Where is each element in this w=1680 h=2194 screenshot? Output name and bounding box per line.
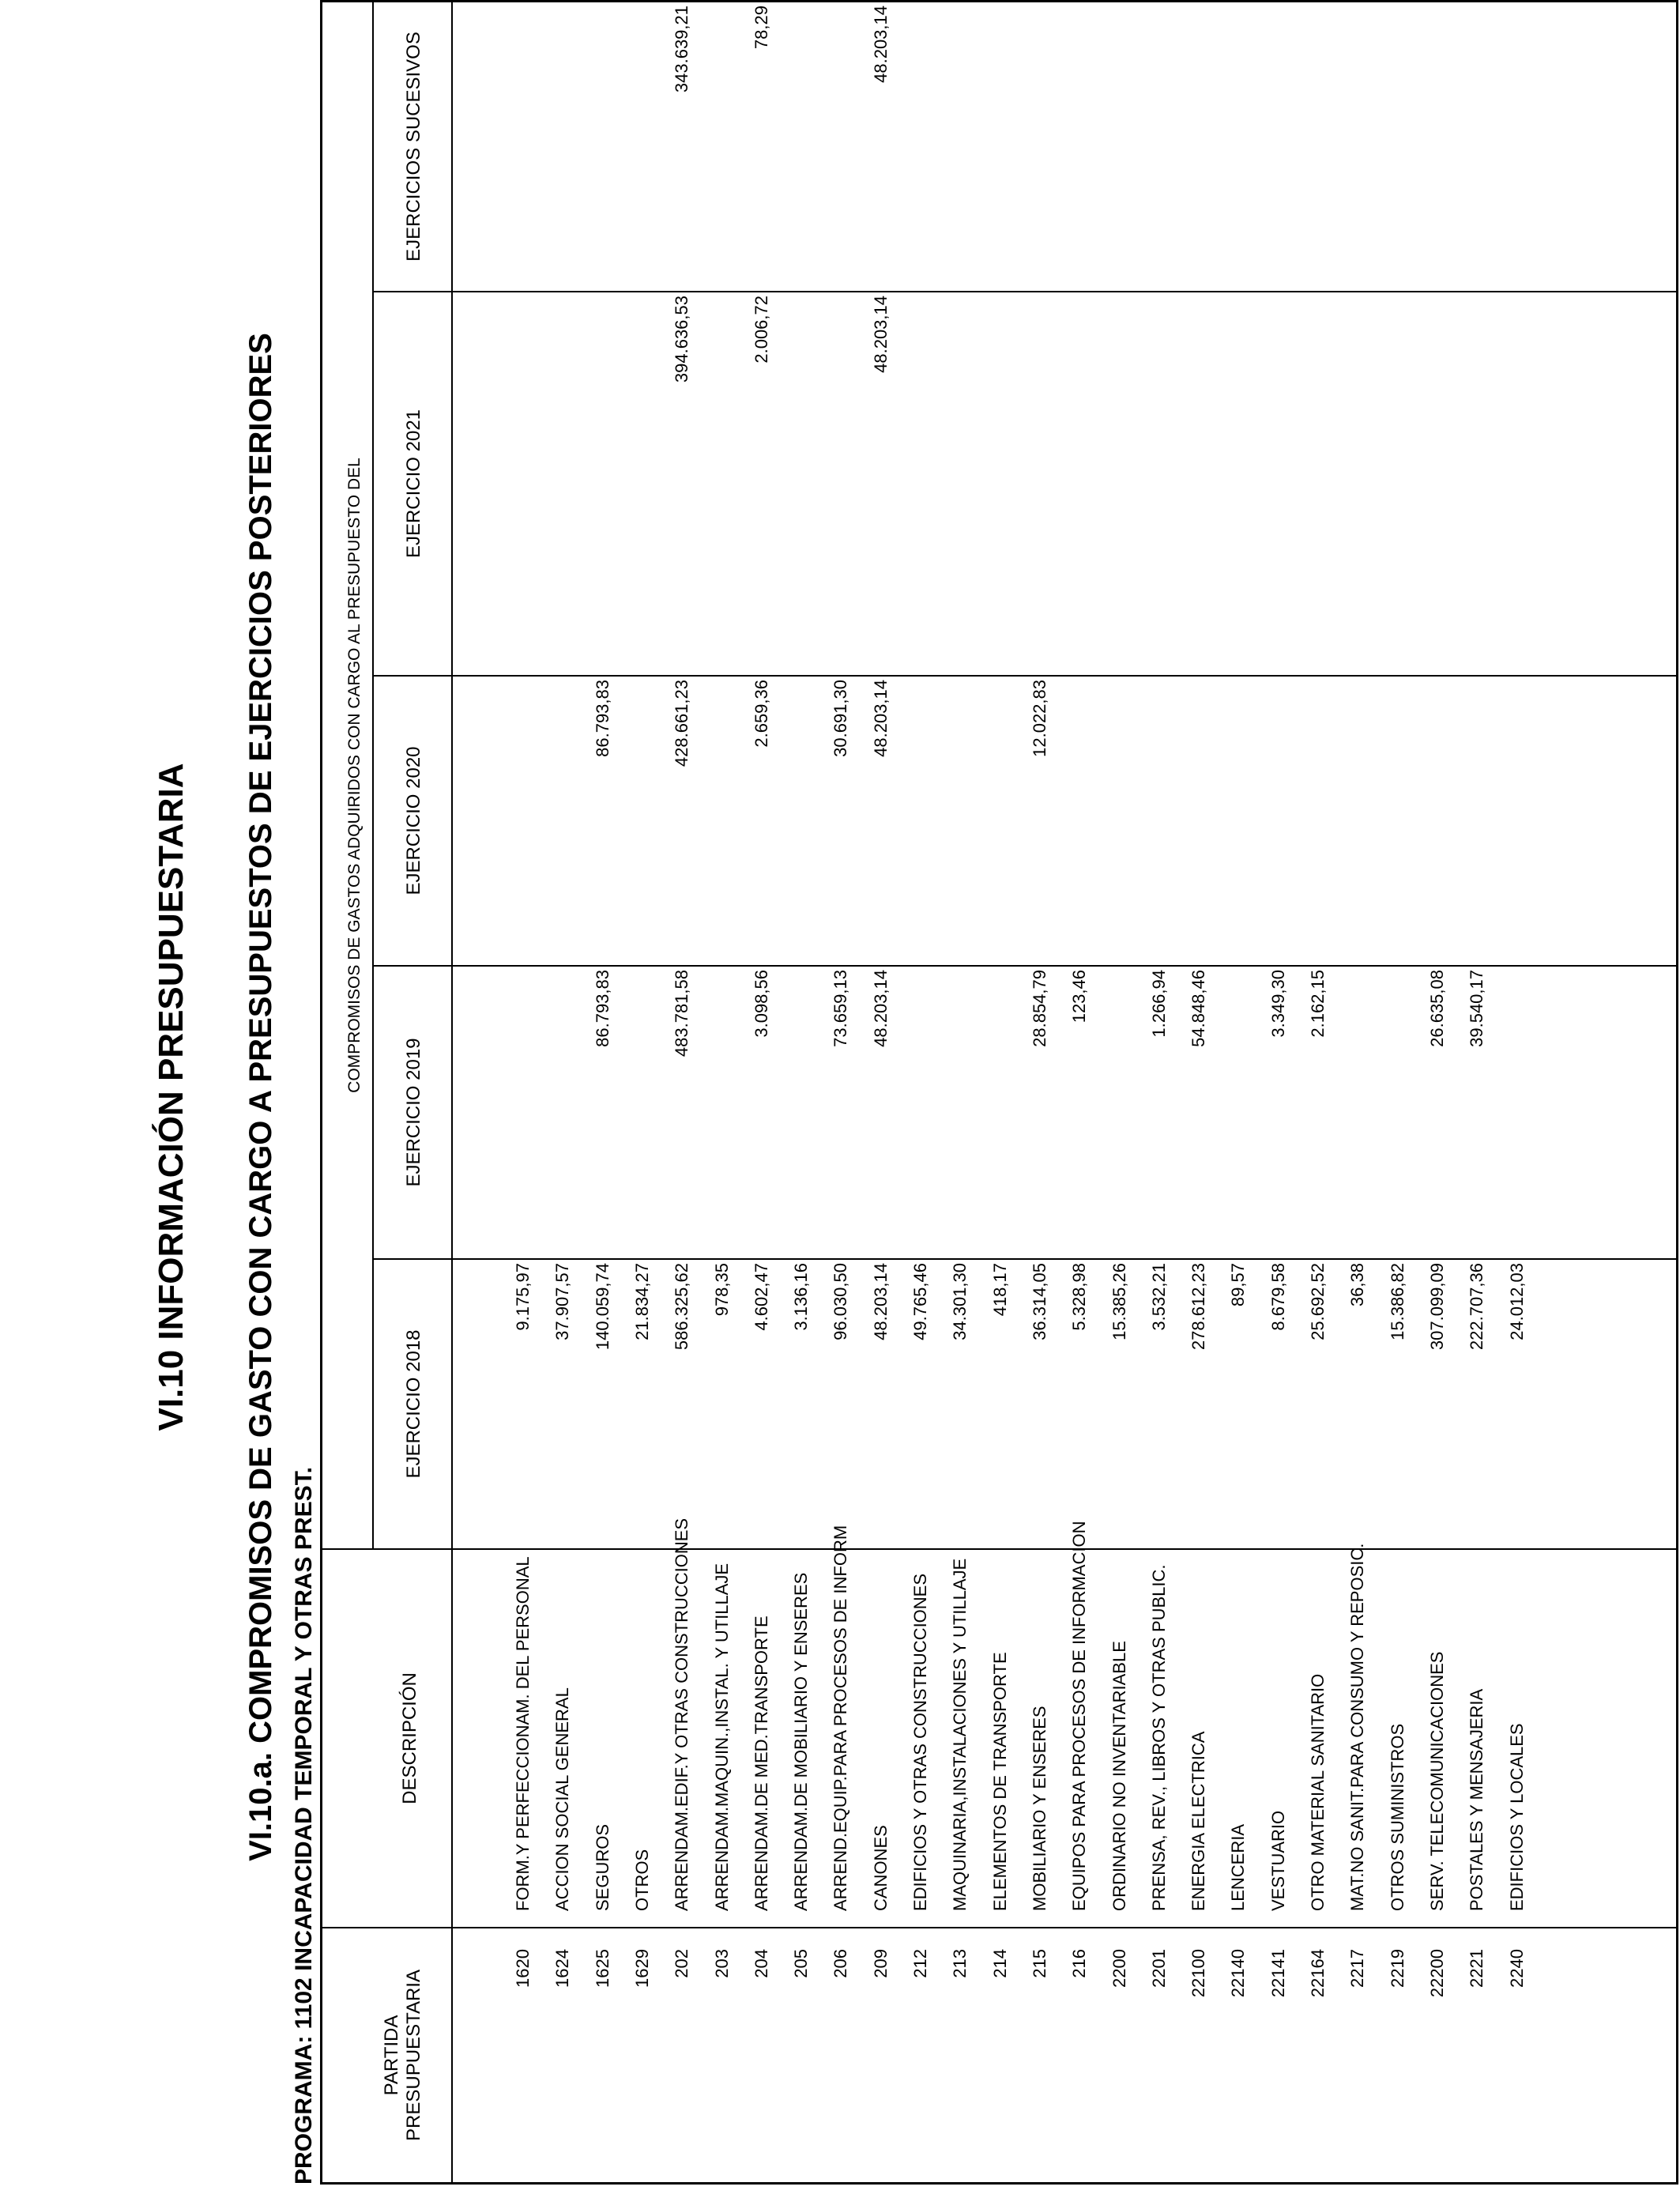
cell-partida: 2201 bbox=[1149, 1949, 1169, 1988]
cell-descripcion: SEGUROS bbox=[593, 1823, 612, 1911]
header-descripcion: DESCRIPCIÓN bbox=[399, 1672, 420, 1804]
table-border-bottom bbox=[1676, 0, 1678, 2185]
cell-ejercicio-2019: 26.635,08 bbox=[1427, 970, 1447, 1047]
cell-descripcion: PRENSA, REV., LIBROS Y OTRAS PUBLIC. bbox=[1149, 1564, 1169, 1911]
cell-ejercicio-2018: 25.692,52 bbox=[1308, 1263, 1328, 1340]
cell-partida: 215 bbox=[1030, 1949, 1049, 1978]
cell-ejercicio-2020: 86.793,83 bbox=[593, 680, 612, 757]
col-divider-2019 bbox=[372, 965, 1678, 967]
cell-ejercicios-sucesivos: 48.203,14 bbox=[871, 6, 891, 83]
group-header-divider bbox=[372, 0, 374, 1550]
cell-partida: 212 bbox=[910, 1949, 930, 1978]
cell-descripcion: OTROS SUMINISTROS bbox=[1388, 1723, 1407, 1911]
cell-descripcion: MOBILIARIO Y ENSERES bbox=[1030, 1706, 1049, 1911]
cell-partida: 204 bbox=[751, 1949, 771, 1978]
cell-ejercicio-2018: 140.059,74 bbox=[593, 1263, 612, 1351]
cell-partida: 2217 bbox=[1347, 1949, 1367, 1988]
cell-ejercicio-2018: 978,35 bbox=[712, 1263, 732, 1317]
cell-descripcion: MAT.NO SANIT.PARA CONSUMO Y REPOSIC. bbox=[1347, 1543, 1367, 1911]
cell-ejercicio-2018: 36,38 bbox=[1347, 1263, 1367, 1307]
cell-descripcion: VESTUARIO bbox=[1268, 1810, 1288, 1911]
header-partida: PARTIDA PRESUPUESTARIA bbox=[381, 1970, 424, 2141]
table-border-right bbox=[320, 0, 1678, 2]
cell-partida: 22141 bbox=[1268, 1949, 1288, 1998]
cell-descripcion: OTRO MATERIAL SANITARIO bbox=[1308, 1673, 1328, 1911]
cell-descripcion: ELEMENTOS DE TRANSPORTE bbox=[990, 1652, 1010, 1911]
cell-partida: 22164 bbox=[1308, 1949, 1328, 1998]
cell-descripcion: OTROS bbox=[632, 1849, 652, 1911]
cell-ejercicio-2020: 48.203,14 bbox=[871, 680, 891, 757]
cell-ejercicio-2019: 73.659,13 bbox=[831, 970, 850, 1047]
page-title: VI.10 INFORMACIÓN PRESUPUESTARIA bbox=[152, 763, 190, 1431]
col-divider-2021 bbox=[372, 291, 1678, 292]
header-ejercicio-2021: EJERCICIO 2021 bbox=[403, 409, 424, 559]
cell-ejercicio-2018: 48.203,14 bbox=[871, 1263, 891, 1340]
cell-partida: 1629 bbox=[632, 1949, 652, 1988]
cell-partida: 2240 bbox=[1507, 1949, 1527, 1988]
cell-partida: 216 bbox=[1069, 1949, 1089, 1978]
program-label: PROGRAMA: 1102 INCAPACIDAD TEMPORAL Y OTRAS PREST. bbox=[291, 1467, 317, 2185]
cell-descripcion: MAQUINARIA,INSTALACIONES Y UTILLAJE bbox=[950, 1558, 970, 1911]
cell-ejercicio-2018: 5.328,98 bbox=[1069, 1263, 1089, 1331]
cell-ejercicio-2019: 123,46 bbox=[1069, 970, 1089, 1023]
col-divider-descripcion bbox=[320, 1548, 1678, 1550]
cell-partida: 206 bbox=[831, 1949, 850, 1978]
cell-ejercicio-2018: 278.612,23 bbox=[1188, 1263, 1208, 1351]
cell-descripcion: POSTALES Y MENSAJERIA bbox=[1467, 1688, 1486, 1911]
cell-ejercicio-2018: 222.707,36 bbox=[1467, 1263, 1486, 1351]
cell-ejercicio-2018: 3.136,16 bbox=[791, 1263, 811, 1331]
header-group: COMPROMISOS DE GASTOS ADQUIRIDOS CON CARGO AL PRESUPUESTO DEL bbox=[345, 458, 363, 1093]
cell-descripcion: ARREND.EQUIP.PARA PROCESOS DE INFORM bbox=[831, 1525, 850, 1911]
cell-ejercicio-2019: 28.854,79 bbox=[1030, 970, 1049, 1047]
cell-descripcion: ARRENDAM.DE MOBILIARIO Y ENSERES bbox=[791, 1572, 811, 1911]
cell-descripcion: ARRENDAM.DE MED.TRANSPORTE bbox=[751, 1615, 771, 1911]
cell-descripcion: CANONES bbox=[871, 1825, 891, 1911]
cell-ejercicio-2018: 21.834,27 bbox=[632, 1263, 652, 1340]
cell-ejercicios-sucesivos: 343.639,21 bbox=[672, 6, 691, 93]
cell-ejercicio-2018: 8.679,58 bbox=[1268, 1263, 1288, 1331]
cell-partida: 22140 bbox=[1228, 1949, 1248, 1998]
cell-descripcion: ACCION SOCIAL GENERAL bbox=[552, 1687, 572, 1911]
cell-descripcion: EDIFICIOS Y OTRAS CONSTRUCCIONES bbox=[910, 1573, 930, 1911]
cell-partida: 205 bbox=[791, 1949, 811, 1978]
cell-ejercicio-2018: 37.907,57 bbox=[552, 1263, 572, 1340]
page-subtitle: VI.10.a. COMPROMISOS DE GASTO CON CARGO A PRESUPUESTOS DE EJERCICIOS POSTERIORES bbox=[243, 333, 278, 1861]
cell-ejercicio-2018: 89,57 bbox=[1228, 1263, 1248, 1307]
cell-partida: 22100 bbox=[1188, 1949, 1208, 1998]
cell-ejercicio-2018: 586.325,62 bbox=[672, 1263, 691, 1351]
cell-partida: 203 bbox=[712, 1949, 732, 1978]
cell-descripcion: EQUIPOS PARA PROCESOS DE INFORMACION bbox=[1069, 1521, 1089, 1911]
cell-ejercicio-2018: 15.385,26 bbox=[1109, 1263, 1129, 1340]
cell-ejercicio-2018: 36.314,05 bbox=[1030, 1263, 1049, 1340]
cell-ejercicio-2020: 30.691,30 bbox=[831, 680, 850, 757]
cell-ejercicio-2019: 1.266,94 bbox=[1149, 970, 1169, 1038]
cell-partida: 202 bbox=[672, 1949, 691, 1978]
col-divider-2018 bbox=[372, 1258, 1678, 1260]
col-divider-2020 bbox=[372, 675, 1678, 677]
cell-ejercicio-2019: 2.162,15 bbox=[1308, 970, 1328, 1038]
cell-ejercicio-2019: 39.540,17 bbox=[1467, 970, 1486, 1047]
cell-partida: 1624 bbox=[552, 1949, 572, 1988]
cell-partida: 1625 bbox=[593, 1949, 612, 1988]
cell-ejercicio-2018: 4.602,47 bbox=[751, 1263, 771, 1331]
cell-ejercicio-2021: 48.203,14 bbox=[871, 296, 891, 373]
cell-descripcion: ARRENDAM.EDIF.Y OTRAS CONSTRUCCIONES bbox=[672, 1517, 691, 1911]
table-border-top bbox=[320, 0, 322, 2185]
cell-descripcion: ORDINARIO NO INVENTARIABLE bbox=[1109, 1641, 1129, 1911]
cell-partida: 209 bbox=[871, 1949, 891, 1978]
cell-descripcion: ENERGIA ELECTRICA bbox=[1188, 1731, 1208, 1911]
cell-partida: 213 bbox=[950, 1949, 970, 1978]
cell-ejercicio-2018: 307.099,09 bbox=[1427, 1263, 1447, 1351]
cell-ejercicio-2018: 3.532,21 bbox=[1149, 1263, 1169, 1331]
cell-ejercicio-2021: 2.006,72 bbox=[751, 296, 771, 364]
cell-ejercicio-2018: 24.012,03 bbox=[1507, 1263, 1527, 1340]
cell-ejercicio-2020: 12.022,83 bbox=[1030, 680, 1049, 757]
cell-ejercicio-2019: 3.349,30 bbox=[1268, 970, 1288, 1038]
cell-ejercicio-2018: 418,17 bbox=[990, 1263, 1010, 1317]
cell-partida: 2219 bbox=[1388, 1949, 1407, 1988]
header-ejercicio-2020: EJERCICIO 2020 bbox=[403, 746, 424, 895]
cell-ejercicio-2020: 428.661,23 bbox=[672, 680, 691, 767]
cell-partida: 2221 bbox=[1467, 1949, 1486, 1988]
header-divider bbox=[451, 0, 453, 2185]
cell-ejercicio-2021: 394.636,53 bbox=[672, 296, 691, 383]
cell-descripcion: EDIFICIOS Y LOCALES bbox=[1507, 1723, 1527, 1911]
cell-descripcion: FORM.Y PERFECCIONAM. DEL PERSONAL bbox=[513, 1556, 533, 1911]
header-ejercicio-2018: EJERCICIO 2018 bbox=[403, 1329, 424, 1479]
cell-partida: 2200 bbox=[1109, 1949, 1129, 1988]
cell-ejercicio-2018: 34.301,30 bbox=[950, 1263, 970, 1340]
cell-ejercicio-2018: 49.765,46 bbox=[910, 1263, 930, 1340]
cell-ejercicio-2019: 3.098,56 bbox=[751, 970, 771, 1038]
cell-ejercicio-2019: 86.793,83 bbox=[593, 970, 612, 1047]
cell-descripcion: LENCERIA bbox=[1228, 1823, 1248, 1911]
cell-partida: 214 bbox=[990, 1949, 1010, 1978]
cell-ejercicios-sucesivos: 78,29 bbox=[751, 6, 771, 50]
cell-ejercicio-2020: 2.659,36 bbox=[751, 680, 771, 748]
cell-ejercicio-2018: 15.386,82 bbox=[1388, 1263, 1407, 1340]
cell-descripcion: SERV. TELECOMUNICACIONES bbox=[1427, 1651, 1447, 1911]
cell-descripcion: ARRENDAM.MAQUIN.,INSTAL. Y UTILLAJE bbox=[712, 1563, 732, 1911]
cell-partida: 22200 bbox=[1427, 1949, 1447, 1998]
cell-ejercicio-2019: 48.203,14 bbox=[871, 970, 891, 1047]
col-divider-partida bbox=[320, 1927, 1678, 1928]
cell-ejercicio-2018: 96.030,50 bbox=[831, 1263, 850, 1340]
cell-ejercicio-2018: 9.175,97 bbox=[513, 1263, 533, 1331]
cell-ejercicio-2019: 54.848,46 bbox=[1188, 970, 1208, 1047]
cell-partida: 1620 bbox=[513, 1949, 533, 1988]
header-ejercicios-sucesivos: EJERCICIOS SUCESIVOS bbox=[403, 32, 424, 262]
cell-ejercicio-2019: 483.781,58 bbox=[672, 970, 691, 1057]
header-ejercicio-2019: EJERCICIO 2019 bbox=[403, 1038, 424, 1187]
